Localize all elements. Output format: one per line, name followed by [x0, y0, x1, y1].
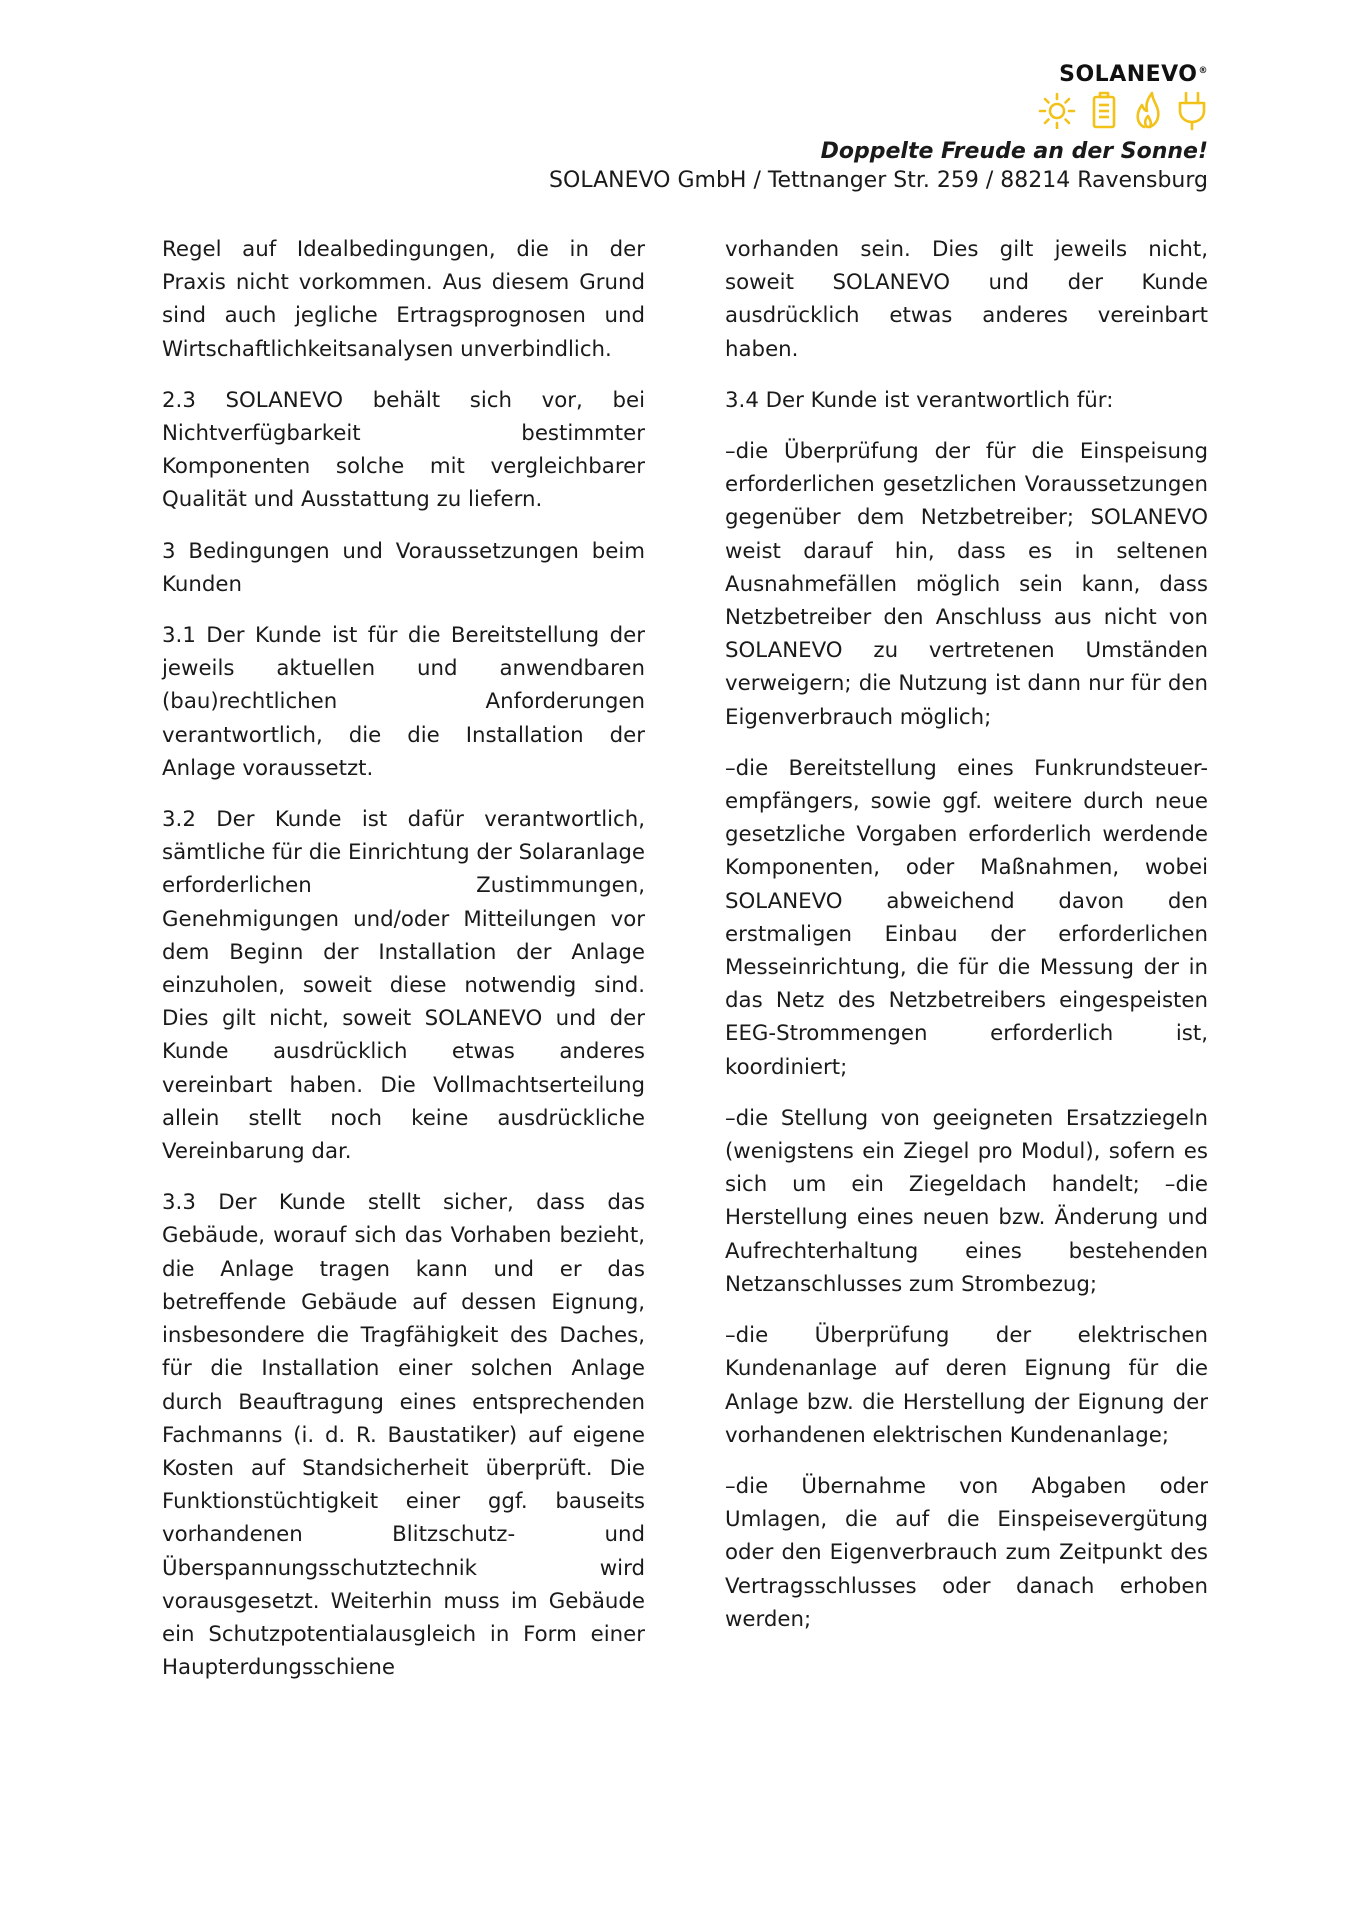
paragraph: vorhanden sein. Dies gilt jeweils nicht, soweit SOLANEVO und der Kunde ausdrücklich etwas anderes vereinbart haben.: [725, 237, 1208, 362]
company-slogan: Doppelte Freude an der Sonne!: [820, 139, 1208, 164]
logo-wordmark: SOLANEVO®: [1059, 62, 1208, 87]
paragraph: Regel auf Idealbedingungen, die in der Praxis nicht vorkommen. Aus diesem Grund sind auch jegliche Ertragsprognosen und Wirtschaftlichkeitsanalysen unverbindlich.: [162, 237, 645, 362]
paragraph: 3.3 Der Kunde stellt sicher, dass das Gebäude, worauf sich das Vorhaben bezieht, die Anlage tragen kann und er das betreffende Gebäude auf dessen Eignung, insbesondere die Tragfähigkeit des Daches, für die Installation einer solchen Anlage durch Beauftragung eines entsprechenden Fachmanns (i. d. R. Baustatiker) auf eigene Kosten auf Standsicherheit überprüft. Die Funktionstüchtigkeit einer ggf. bauseits vorhandenen Blitzschutz- und Überspannungsschutztechnik wird vorausgesetzt. Weiterhin muss im Gebäude ein Schutzpotentialausgleich in Form einer Haupterdungsschiene: [162, 1190, 645, 1681]
list-item: –die Stellung von geeigneten Ersatzziegeln (wenigstens ein Ziegel pro Modul), sofern es sich um ein Ziegeldach handelt; –die Herstellung eines neuen bzw. Änderung und Aufrechterhaltung eines bestehenden Netzanschlusses zum Strombezug;: [725, 1105, 1208, 1297]
list-item: –die Überprüfung der elektrischen Kundenanlage auf deren Eignung für die Anlage bzw. die Herstellung der Eignung der vorhandenen elektrischen Kundenanlage;: [725, 1323, 1208, 1448]
section-heading: 3 Bedingungen und Voraussetzungen beim Kunden: [162, 538, 645, 597]
right-text-column: [725, 233, 1208, 1654]
company-logo: [1038, 62, 1208, 131]
flame-icon: [1132, 91, 1162, 129]
logo-icon-row: [1038, 91, 1208, 131]
left-text-column: [162, 233, 645, 1702]
paragraph: 3.1 Der Kunde ist für die Bereitstellung der jeweils aktuellen und anwendbaren (bau)rechtlichen Anforderungen verantwortlich, die die Installation der Anlage voraussetzt.: [162, 623, 645, 781]
paragraph: 3.2 Der Kunde ist dafür verantwortlich, sämtliche für die Einrichtung der Solaranlage erforderlichen Zustimmungen, Genehmigungen und/oder Mitteilungen vor dem Beginn der Installation der Anlage einzuholen, soweit diese notwendig sind. Dies gilt nicht, soweit SOLANEVO und der Kunde ausdrücklich etwas anderes vereinbart haben. Die Vollmachtserteilung allein stellt noch keine ausdrückliche Vereinbarung dar.: [162, 807, 645, 1165]
page-header: [508, 62, 1208, 193]
battery-icon: [1090, 91, 1118, 129]
sun-icon: [1038, 91, 1076, 129]
paragraph: 2.3 SOLANEVO behält sich vor, bei Nichtverfügbarkeit bestimmter Komponenten solche mit vergleichbarer Qualität und Ausstattung zu liefern.: [162, 387, 645, 513]
plug-icon: [1176, 91, 1208, 131]
list-item: –die Bereitstellung eines Funkrundsteuer-empfängers, sowie ggf. weitere durch neue gesetzliche Vorgaben erforderlich werdende Komponenten, oder Maßnahmen, wobei SOLANEVO abweichend davon den erstmaligen Einbau der erforderlichen Messeinrichtung, die für die Messung der in das Netz des Netzbetreibers eingespeisten EEG-Strommengen erforderlich ist, koordiniert;: [725, 755, 1208, 1080]
list-item: –die Überprüfung der für die Einspeisung erforderlichen gesetzlichen Voraussetzungen gegenüber dem Netzbetreiber; SOLANEVO weist darauf hin, dass es in seltenen Ausnahmefällen möglich sein kann, dass Netzbetreiber den Anschluss aus nicht von SOLANEVO zu vertretenen Umständen verweigern; die Nutzung ist dann nur für den Eigenverbrauch möglich;: [725, 439, 1208, 730]
paragraph: 3.4 Der Kunde ist verantwortlich für:: [725, 387, 1114, 413]
company-address: SOLANEVO GmbH / Tettnanger Str. 259 / 88214 Ravensburg: [549, 168, 1208, 193]
list-item: –die Übernahme von Abgaben oder Umlagen, die auf die Einspeisevergütung oder den Eigenverbrauch zum Zeitpunkt des Vertragsschlusses oder danach erhoben werden;: [725, 1473, 1208, 1632]
